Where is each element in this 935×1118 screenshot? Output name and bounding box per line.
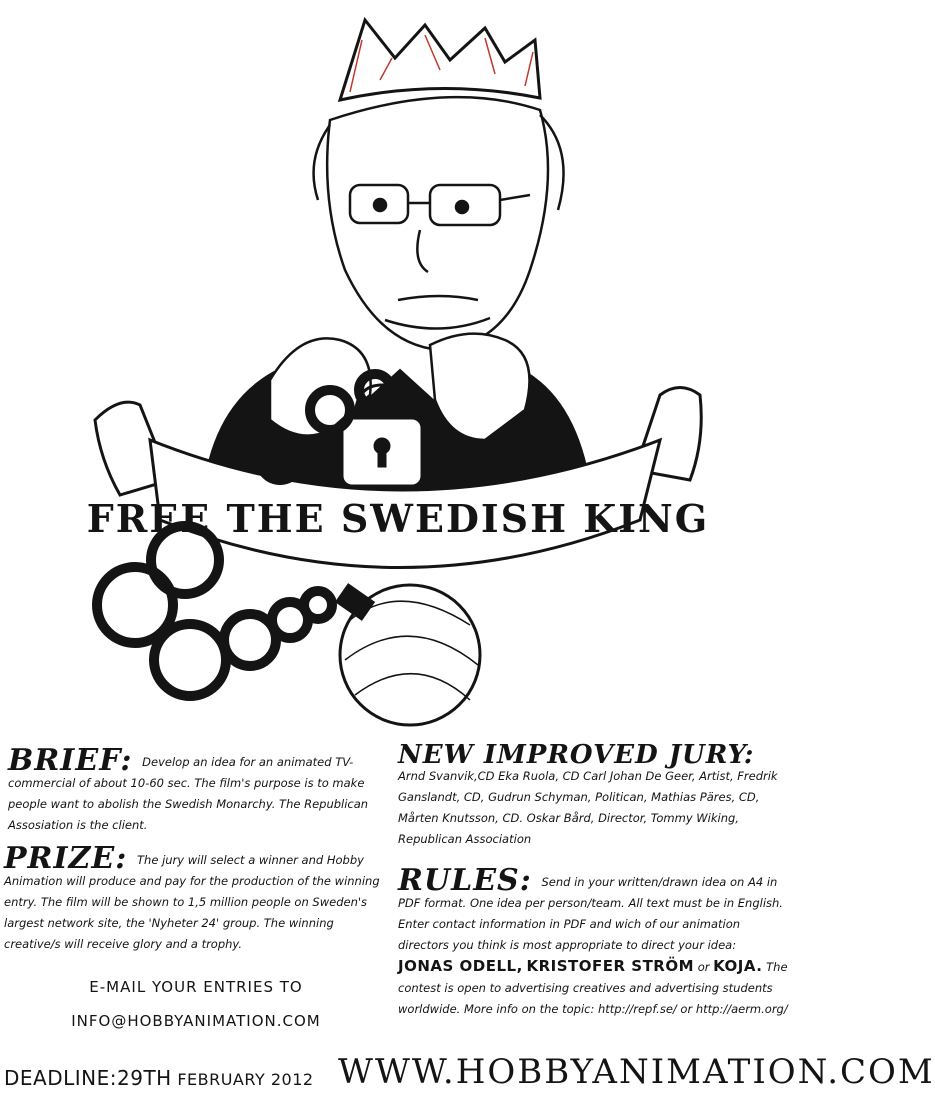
crown-drawing [340, 20, 540, 100]
email-address-link[interactable]: INFO@HOBBYANIMATION.COM [71, 1012, 321, 1030]
director-koja: KOJA. [713, 957, 763, 975]
rules-text-after: The contest is open to advertising creatives and advertising students worldwide. More info on the topic: http://repf.se/ or http://aerm.org/ [398, 960, 788, 1016]
brief-text: Develop an idea for an animated TV-commercial of about 10-60 sec. The film's purpose is to make people want to abolish the Swedish Monarchy. The Republican Assosiation is the client. [8, 755, 369, 832]
brief-heading: BRIEF: [8, 743, 133, 778]
deadline-date: FEBRUARY 2012 [177, 1070, 314, 1089]
deadline-day: 29TH [117, 1066, 172, 1090]
deadline-label: DEADLINE: [4, 1066, 117, 1090]
rules-section [398, 863, 788, 1020]
brief-section [8, 743, 388, 836]
king-head [314, 97, 564, 350]
prize-heading: PRIZE: [4, 841, 128, 876]
director-kristofer-strom: KRISTOFER STRÖM [526, 957, 695, 975]
rules-heading: RULES: [398, 863, 532, 898]
jury-heading: NEW IMPROVED JURY: [398, 740, 755, 770]
banner-title: FREE THE SWEDISH KING [86, 496, 710, 541]
rules-or: or [697, 960, 710, 974]
website-link[interactable]: WWW.HOBBYANIMATION.COM [338, 1052, 935, 1092]
ball-and-chain [337, 585, 480, 725]
jury-text: Arnd Svanvik,CD Eka Ruola, CD Carl Johan De Geer, Artist, Fredrik Ganslandt, CD, Gudrun Schyman, Politican, Mathias Päres, CD, Mårten Knutsson, CD. Oskar Bård, Director, Tommy Wiking, Republican Association [398, 769, 778, 846]
jury-section [398, 740, 788, 850]
rules-text: Send in your written/drawn idea on A4 in PDF format. One idea per person/team. All text must be in English. Enter contact information in PDF and wich of our animation directors you think is most appropriate to direct your idea: [398, 875, 783, 952]
email-section [0, 970, 392, 1038]
email-instruction: E-MAIL YOUR ENTRIES TO [89, 978, 303, 996]
prize-text: The jury will select a winner and Hobby Animation will produce and pay for the production of the winning entry. The film will be shown to 1,5 million people on Sweden's largest network site, the 'Nyheter 24' group. The winning creative/s will receive glory and a trophy. [4, 853, 380, 951]
deadline [4, 1066, 344, 1090]
director-jonas-odell: JONAS ODELL, [398, 957, 523, 975]
prize-section [4, 841, 384, 955]
